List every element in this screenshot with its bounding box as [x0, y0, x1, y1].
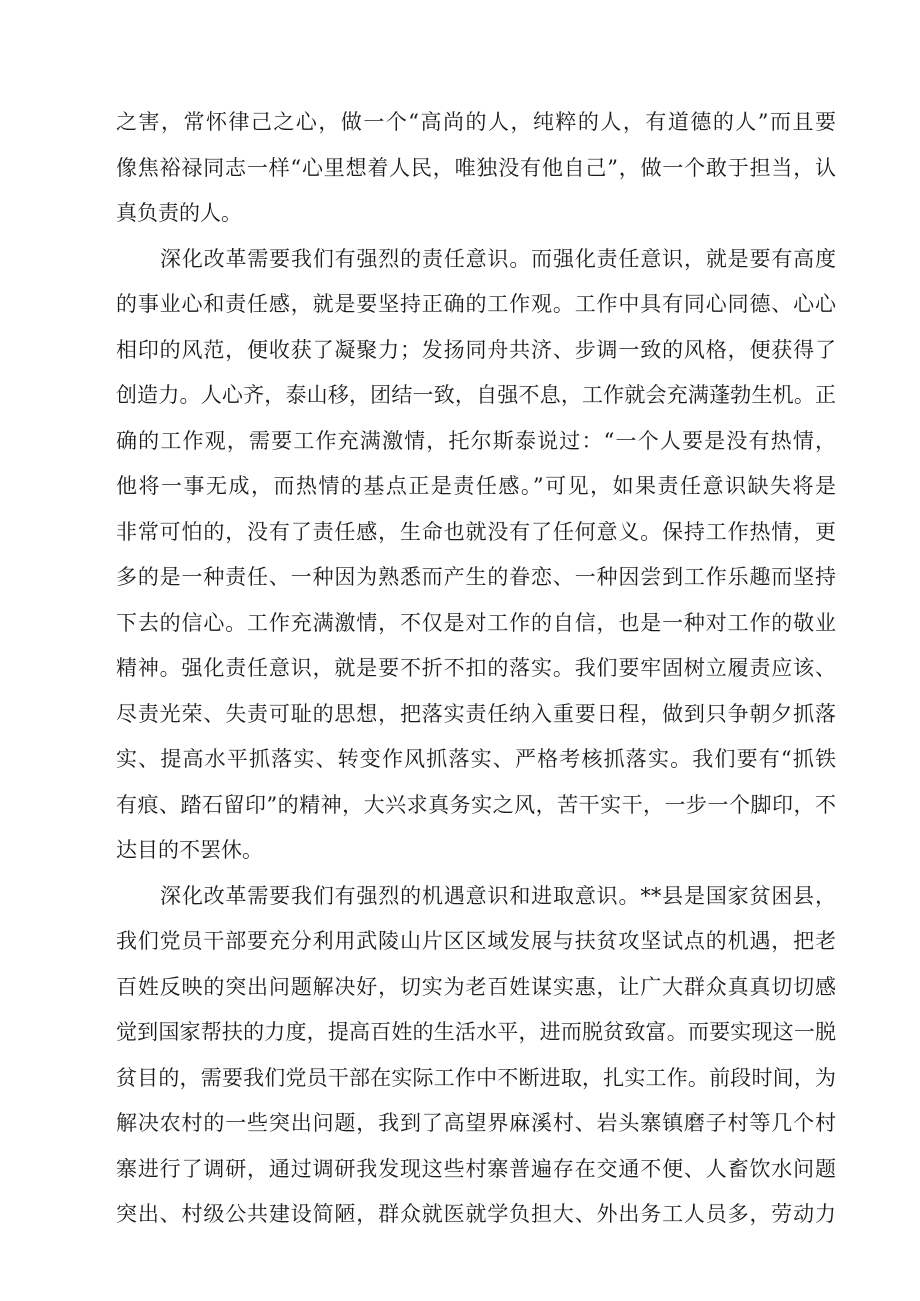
- paragraph-1-line-3: 真负责的人。: [116, 201, 242, 225]
- paragraph-3-line-6: 解决农村的一些突出问题，我到了高望界麻溪村、岩头寨镇磨子村等几个村: [116, 1111, 836, 1135]
- document-body: [116, 100, 836, 1238]
- paragraph-2-line-4: 创造力。人心齐，泰山移，团结一致，自强不息，工作就会充满蓬勃生机。正: [116, 383, 836, 407]
- paragraph-2-line-7: 非常可怕的，没有了责任感，生命也就没有了任何意义。保持工作热情，更: [116, 519, 836, 544]
- paragraph-3-line-1: 深化改革需要我们有强烈的机遇意识和进取意识。**县是国家贫困县，: [160, 883, 836, 908]
- paragraph-3-line-2: 我们党员干部要充分利用武陵山片区区域发展与扶贫攻坚试点的机遇，把老: [116, 929, 836, 953]
- paragraph-1-line-2: 像焦裕禄同志一样“心里想着人民，唯独没有他自己”，做一个敢于担当，认: [116, 155, 836, 180]
- paragraph-2-line-9: 下去的信心。工作充满激情，不仅是对工作的自信，也是一种对工作的敬业: [116, 610, 836, 635]
- paragraph-2-line-13: 有痕、踏石留印”的精神，大兴求真务实之风，苦干实干，一步一个脚印，不: [116, 792, 836, 817]
- paragraph-2-line-8: 多的是一种责任、一种因为熟悉而产生的眷恋、一种因尝到工作乐趣而坚持: [116, 565, 836, 589]
- paragraph-3-line-3: 百姓反映的突出问题解决好，切实为老百姓谋实惠，让广大群众真真切切感: [116, 974, 836, 999]
- paragraph-2-line-14: 达目的不罢休。: [116, 838, 263, 862]
- paragraph-3-line-5: 贫目的，需要我们党员干部在实际工作中不断进取，扎实工作。前段时间，为: [116, 1065, 836, 1090]
- paragraph-2-line-12: 实、提高水平抓落实、转变作风抓落实、严格考核抓落实。我们要有“抓铁: [116, 747, 836, 771]
- paragraph-3-line-8: 突出、村级公共建设简陋，群众就医就学负担大、外出务工人员多，劳动力: [116, 1202, 836, 1226]
- paragraph-2-line-11: 尽责光荣、失责可耻的思想，把落实责任纳入重要日程，做到只争朝夕抓落: [116, 701, 836, 726]
- paragraph-2-line-3: 相印的风范，便收获了凝聚力；发扬同舟共济、步调一致的风格，便获得了: [116, 337, 836, 362]
- paragraph-2-line-1: 深化改革需要我们有强烈的责任意识。而强化责任意识，就是要有高度: [160, 246, 836, 271]
- paragraph-1-line-1: 之害，常怀律己之心，做一个“高尚的人，纯粹的人，有道德的人”而且要: [116, 110, 836, 134]
- paragraph-2-line-2: 的事业心和责任感，就是要坚持正确的工作观。工作中具有同心同德、心心: [116, 292, 836, 316]
- paragraph-2-line-6: 他将一事无成，而热情的基点正是责任感。”可见，如果责任意识缺失将是: [116, 474, 836, 498]
- paragraph-2-line-10: 精神。强化责任意识，就是要不折不扣的落实。我们要牢固树立履责应该、: [116, 656, 836, 680]
- paragraph-3-line-7: 寨进行了调研，通过调研我发现这些村寨普遍存在交通不便、人畜饮水问题: [116, 1156, 836, 1181]
- paragraph-2-line-5: 确的工作观，需要工作充满激情，托尔斯泰说过：“一个人要是没有热情，: [116, 428, 836, 453]
- paragraph-3-line-4: 觉到国家帮扶的力度，提高百姓的生活水平，进而脱贫致富。而要实现这一脱: [116, 1020, 836, 1044]
